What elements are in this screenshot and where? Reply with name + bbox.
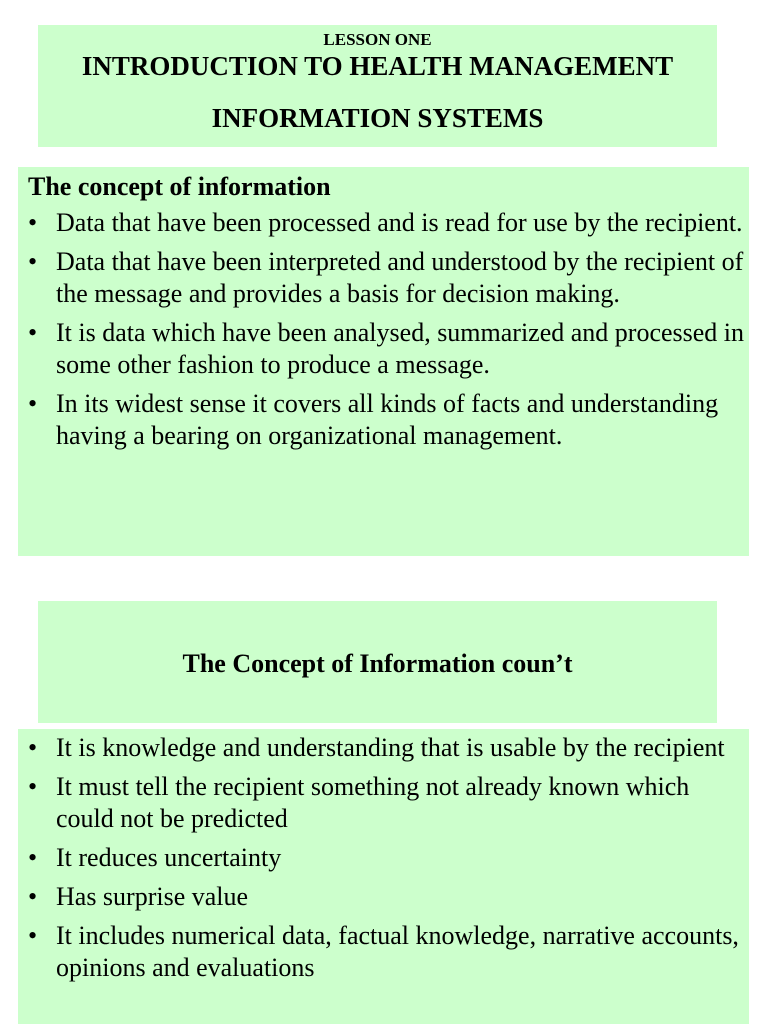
list-item: • It reduces uncertainty: [28, 842, 749, 874]
concept-panel: [18, 167, 749, 556]
list-item: • It is knowledge and understanding that is usable by the recipient: [28, 732, 749, 764]
list-item: • Data that have been interpreted and understood by the recipient of the message and provides a basis for decision making.: [28, 246, 749, 310]
lesson-title-line-1: INTRODUCTION TO HEALTH MANAGEMENT: [81, 51, 674, 81]
lesson-title-line-2: INFORMATION SYSTEMS: [211, 103, 544, 133]
list-item: • In its widest sense it covers all kinds of facts and understanding having a bearing on organizational management.: [28, 388, 749, 452]
concept-heading: The concept of information: [28, 172, 331, 201]
list-item: • It includes numerical data, factual knowledge, narrative accounts, opinions and evaluations: [28, 920, 749, 984]
continued-panel: [18, 729, 749, 1024]
lesson-title-panel: [38, 25, 717, 147]
concept-bullet-list: [28, 207, 749, 452]
list-item: • It must tell the recipient something not already known which could not be predicted: [28, 771, 749, 835]
continued-title: The Concept of Information coun’t: [182, 649, 573, 678]
continued-title-panel: [38, 601, 717, 723]
list-item: • Has surprise value: [28, 881, 749, 913]
list-item: • Data that have been processed and is read for use by the recipient.: [28, 207, 749, 239]
continued-bullet-list: [28, 732, 749, 984]
lesson-label: LESSON ONE: [323, 30, 432, 49]
list-item: • It is data which have been analysed, summarized and processed in some other fashion to produce a message.: [28, 317, 749, 381]
